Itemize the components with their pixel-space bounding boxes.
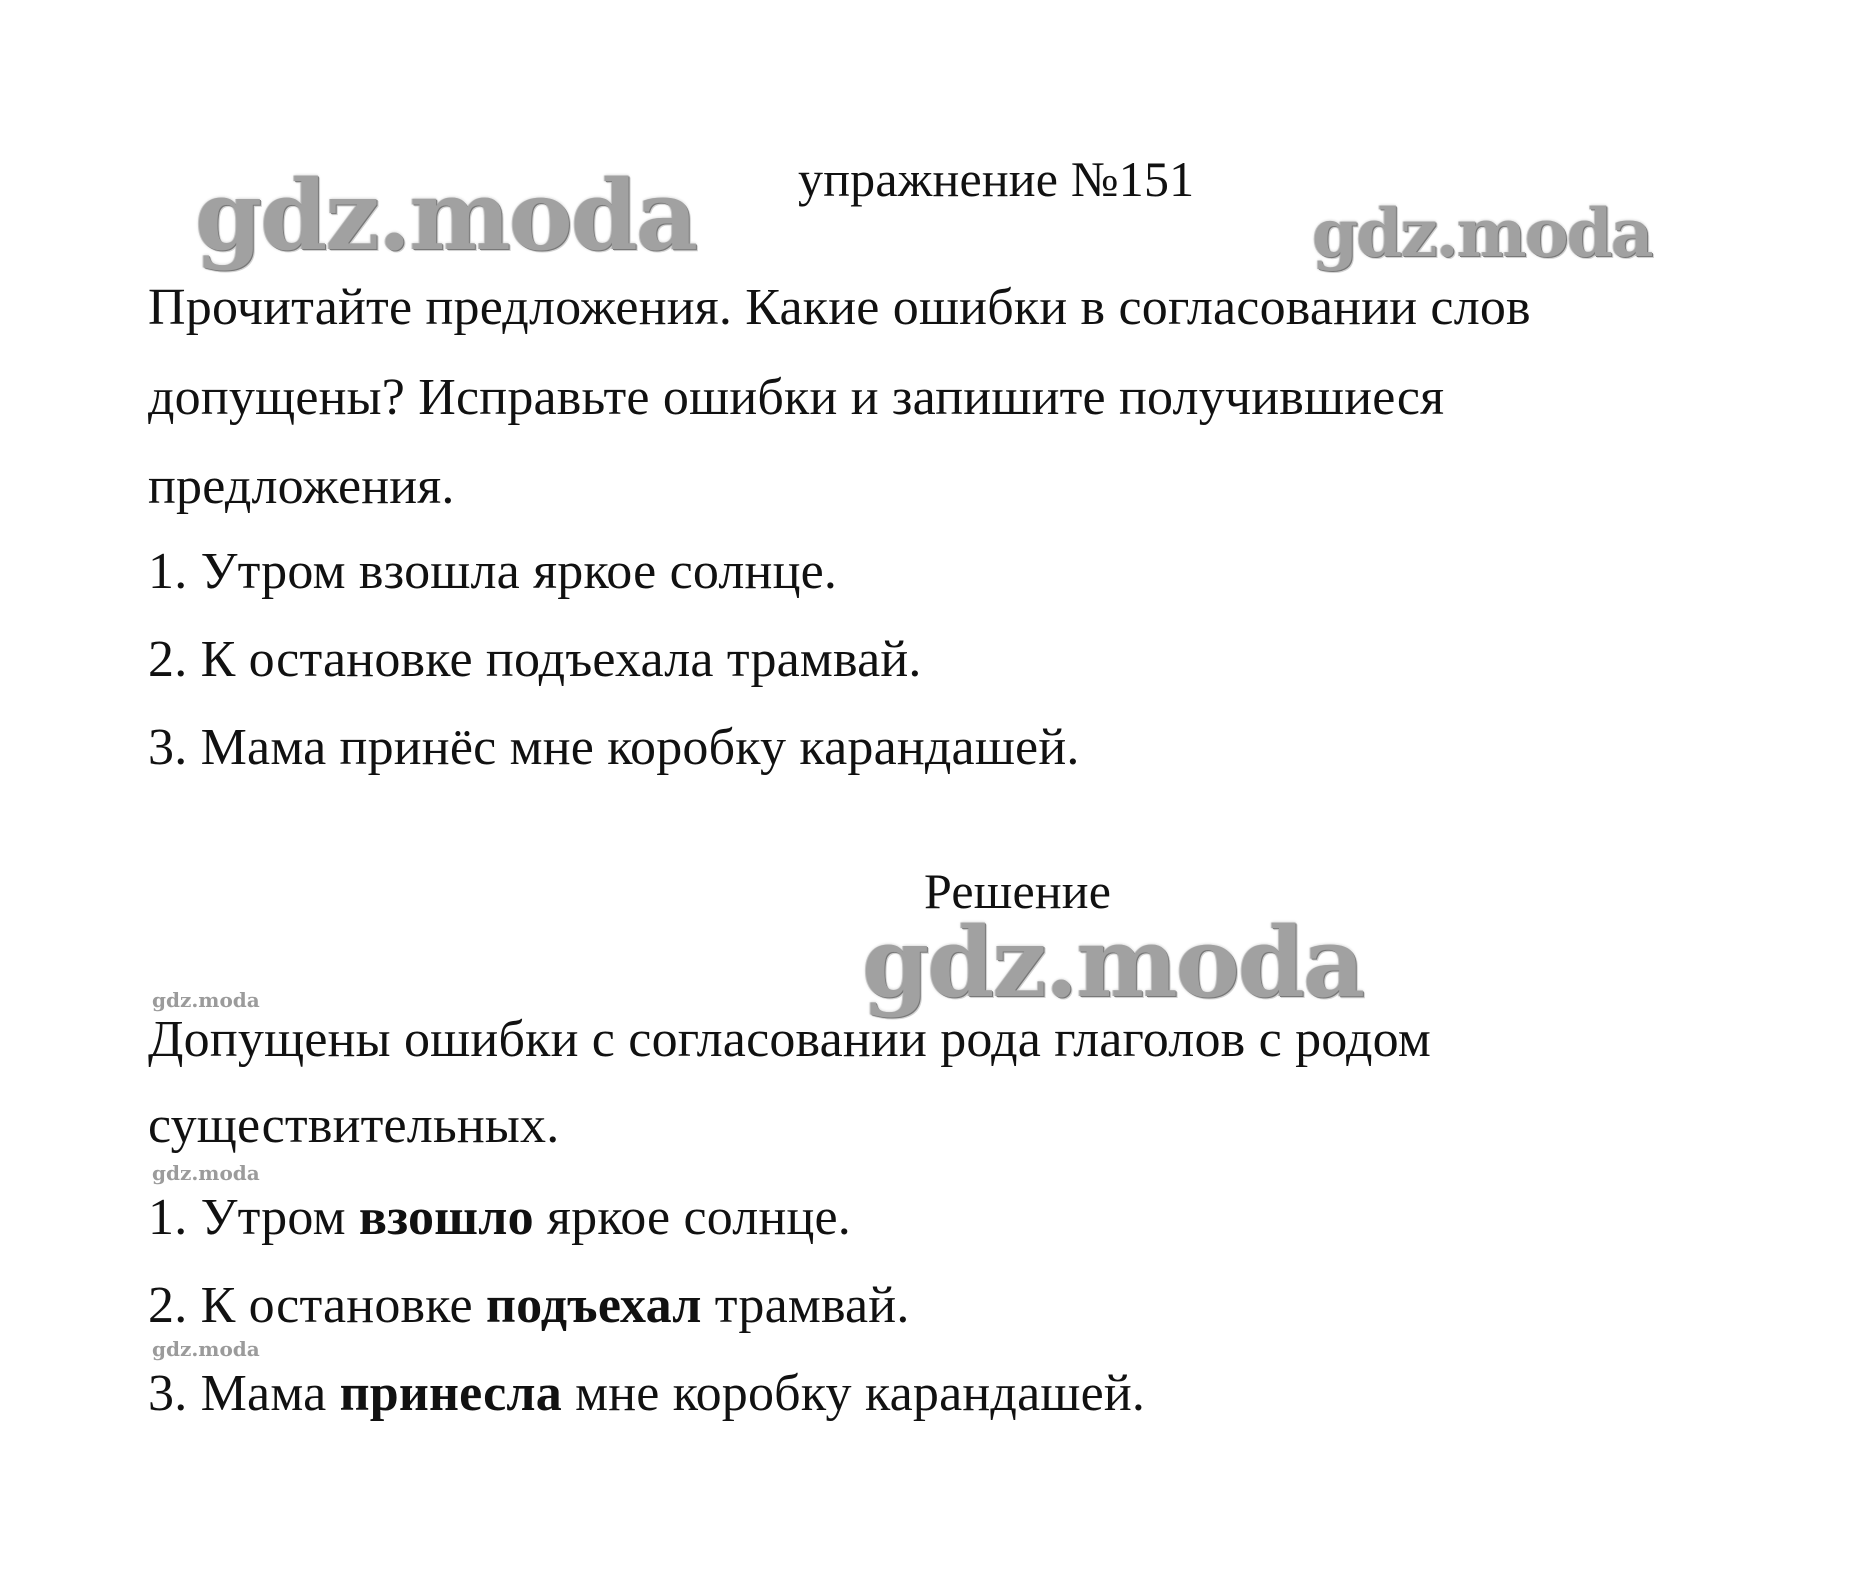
task-sentence-1: 1. Утром взошла яркое солнце. (148, 543, 838, 600)
answer-2-suffix: трамвай. (701, 1277, 910, 1334)
answer-3-corrected-verb: принесла (339, 1365, 562, 1422)
watermark-logo-small-3: gdz.moda (152, 1337, 260, 1361)
answer-1-corrected-verb: взошло (358, 1189, 534, 1246)
exercise-title: упражнение №151 (798, 151, 1195, 207)
task-sentence-2: 2. К остановке подъехала трамвай. (148, 631, 922, 688)
answer-1-prefix: 1. Утром (148, 1189, 359, 1246)
answer-3-suffix: мне коробку карандашей. (561, 1365, 1146, 1422)
explanation-line-1: Допущены ошибки с согласовании рода глаголов с родом (148, 1011, 1431, 1068)
watermark-logo-small-1: gdz.moda (152, 988, 260, 1012)
answer-1-suffix: яркое солнце. (533, 1189, 851, 1246)
instruction-line-1: Прочитайте предложения. Какие ошибки в согласовании слов (148, 279, 1531, 336)
answer-2-corrected-verb: подъехал (485, 1277, 702, 1334)
answer-sentence-2 (148, 1277, 910, 1334)
watermark-logo-center: gdz.moda (862, 906, 1364, 1019)
watermark-logo-top-right: gdz.moda (1312, 194, 1652, 272)
instruction-line-2: допущены? Исправьте ошибки и запишите получившиеся (148, 369, 1445, 426)
watermark-logo-top-left: gdz.moda (195, 159, 697, 272)
task-sentence-3: 3. Мама принёс мне коробку карандашей. (148, 719, 1080, 776)
answer-sentence-1 (148, 1189, 851, 1246)
answer-2-prefix: 2. К остановке (148, 1277, 486, 1334)
explanation-line-2: существительных. (148, 1097, 560, 1154)
instruction-line-3: предложения. (148, 458, 455, 515)
watermark-logo-small-2: gdz.moda (152, 1161, 260, 1185)
solution-heading: Решение (924, 863, 1112, 919)
answer-3-prefix: 3. Мама (148, 1365, 340, 1422)
answer-sentence-3 (148, 1365, 1146, 1422)
